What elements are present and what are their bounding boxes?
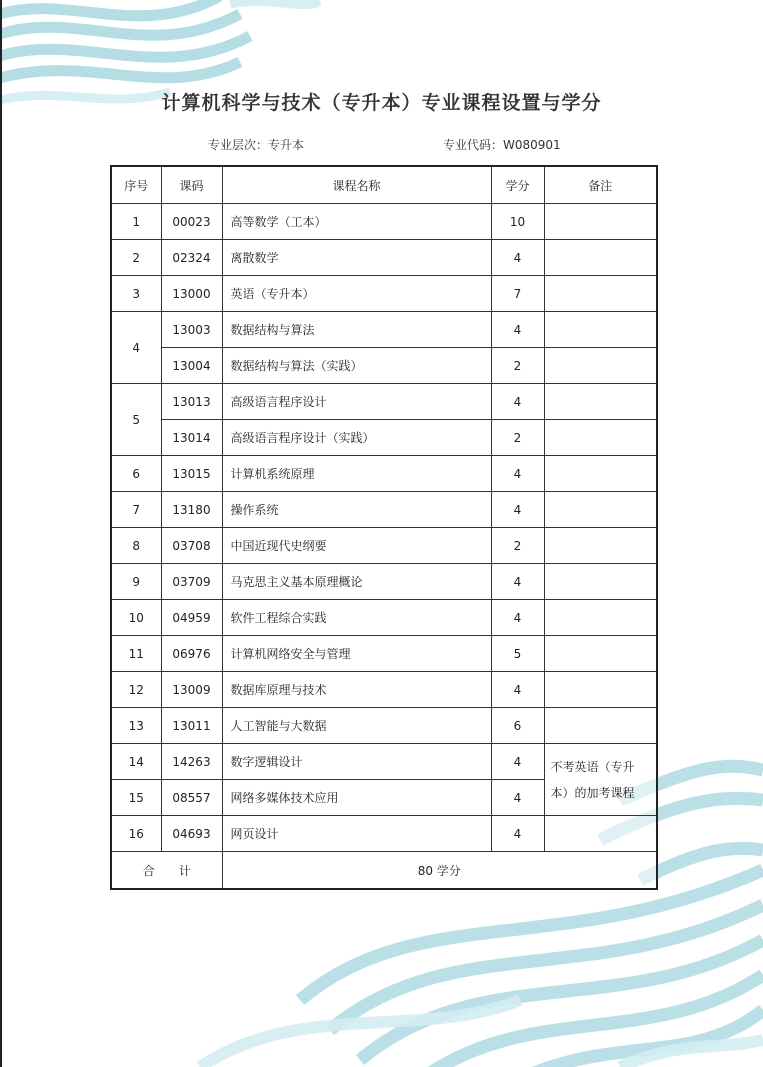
major-code: 专业代码：W080901 — [443, 138, 561, 152]
row-seq: 15 — [111, 780, 161, 816]
table-row — [111, 276, 657, 312]
row-code: 13014 — [161, 420, 222, 456]
row-name: 英语（专升本） — [222, 276, 491, 312]
row-credit: 2 — [491, 348, 544, 384]
row-remarks — [544, 420, 657, 456]
row-credit: 7 — [491, 276, 544, 312]
row-name: 计算机网络安全与管理 — [222, 636, 491, 672]
header-remarks: 备注 — [544, 166, 657, 204]
row-name: 高级语言程序设计（实践） — [222, 420, 491, 456]
row-seq: 4 — [111, 312, 161, 384]
row-remarks — [544, 636, 657, 672]
row-credit: 4 — [491, 672, 544, 708]
row-seq: 11 — [111, 636, 161, 672]
row-name: 操作系统 — [222, 492, 491, 528]
row-credit: 2 — [491, 420, 544, 456]
table-row — [111, 636, 657, 672]
table-row — [111, 240, 657, 276]
row-remarks — [544, 276, 657, 312]
row-name: 马克思主义基本原理概论 — [222, 564, 491, 600]
row-remarks — [544, 600, 657, 636]
row-seq: 9 — [111, 564, 161, 600]
row-code: 13000 — [161, 276, 222, 312]
row-name: 网页设计 — [222, 816, 491, 852]
row-code: 03709 — [161, 564, 222, 600]
table-header-row — [111, 166, 657, 204]
table-row — [111, 456, 657, 492]
row-remarks — [544, 816, 657, 852]
row-name: 高等数学（工本） — [222, 204, 491, 240]
table-row — [111, 204, 657, 240]
row-seq: 14 — [111, 744, 161, 780]
row-code: 13011 — [161, 708, 222, 744]
row-remarks — [544, 240, 657, 276]
row-credit: 10 — [491, 204, 544, 240]
row-seq: 5 — [111, 384, 161, 456]
row-credit: 6 — [491, 708, 544, 744]
row-code: 06976 — [161, 636, 222, 672]
row-remarks — [544, 708, 657, 744]
left-border-line — [0, 0, 2, 1067]
row-credit: 4 — [491, 456, 544, 492]
row-credit: 4 — [491, 780, 544, 816]
row-name: 网络多媒体技术应用 — [222, 780, 491, 816]
table-row — [111, 564, 657, 600]
table-row — [111, 816, 657, 852]
row-remarks — [544, 312, 657, 348]
row-remarks — [544, 456, 657, 492]
row-code: 03708 — [161, 528, 222, 564]
row-code: 04693 — [161, 816, 222, 852]
row-code: 04959 — [161, 600, 222, 636]
table-row — [111, 672, 657, 708]
table-row — [111, 420, 657, 456]
row-code: 13004 — [161, 348, 222, 384]
row-code: 14263 — [161, 744, 222, 780]
row-code: 08557 — [161, 780, 222, 816]
row-remarks — [544, 384, 657, 420]
row-seq: 1 — [111, 204, 161, 240]
header-seq: 序号 — [111, 166, 161, 204]
page-title: 计算机科学与技术（专升本）专业课程设置与学分 — [161, 92, 602, 114]
row-credit: 4 — [491, 384, 544, 420]
row-name: 数字逻辑设计 — [222, 744, 491, 780]
row-code: 13015 — [161, 456, 222, 492]
row-credit: 2 — [491, 528, 544, 564]
table-row — [111, 744, 657, 780]
row-name: 高级语言程序设计 — [222, 384, 491, 420]
row-credit: 4 — [491, 312, 544, 348]
row-remarks — [544, 564, 657, 600]
table-row — [111, 492, 657, 528]
total-value: 80 学分 — [222, 852, 657, 890]
table-row — [111, 528, 657, 564]
remark-extra-exam: 不考英语（专升本）的加考课程 — [544, 744, 657, 816]
row-credit: 5 — [491, 636, 544, 672]
major-level: 专业层次：专升本 — [208, 138, 305, 152]
table-row — [111, 312, 657, 348]
row-credit: 4 — [491, 240, 544, 276]
row-seq: 16 — [111, 816, 161, 852]
table-row — [111, 708, 657, 744]
row-seq: 2 — [111, 240, 161, 276]
total-label: 合 计 — [111, 852, 222, 890]
row-seq: 13 — [111, 708, 161, 744]
row-name: 计算机系统原理 — [222, 456, 491, 492]
row-name: 人工智能与大数据 — [222, 708, 491, 744]
header-credit: 学分 — [491, 166, 544, 204]
row-credit: 4 — [491, 600, 544, 636]
row-code: 13180 — [161, 492, 222, 528]
row-seq: 8 — [111, 528, 161, 564]
row-remarks — [544, 492, 657, 528]
row-code: 00023 — [161, 204, 222, 240]
row-remarks — [544, 348, 657, 384]
row-name: 中国近现代史纲要 — [222, 528, 491, 564]
row-code: 13013 — [161, 384, 222, 420]
row-code: 13003 — [161, 312, 222, 348]
row-seq: 3 — [111, 276, 161, 312]
row-remarks — [544, 204, 657, 240]
row-name: 软件工程综合实践 — [222, 600, 491, 636]
table-row — [111, 348, 657, 384]
header-code: 课码 — [161, 166, 222, 204]
row-code: 13009 — [161, 672, 222, 708]
row-credit: 4 — [491, 564, 544, 600]
row-name: 数据结构与算法（实践） — [222, 348, 491, 384]
row-remarks — [544, 672, 657, 708]
row-credit: 4 — [491, 816, 544, 852]
row-name: 离散数学 — [222, 240, 491, 276]
row-name: 数据库原理与技术 — [222, 672, 491, 708]
row-credit: 4 — [491, 492, 544, 528]
total-row — [111, 852, 657, 890]
table-row — [111, 600, 657, 636]
table-row — [111, 384, 657, 420]
header-name: 课程名称 — [222, 166, 491, 204]
row-remarks — [544, 528, 657, 564]
row-seq: 10 — [111, 600, 161, 636]
row-seq: 7 — [111, 492, 161, 528]
row-seq: 6 — [111, 456, 161, 492]
row-name: 数据结构与算法 — [222, 312, 491, 348]
row-seq: 12 — [111, 672, 161, 708]
course-table — [110, 165, 658, 890]
row-code: 02324 — [161, 240, 222, 276]
row-credit: 4 — [491, 744, 544, 780]
